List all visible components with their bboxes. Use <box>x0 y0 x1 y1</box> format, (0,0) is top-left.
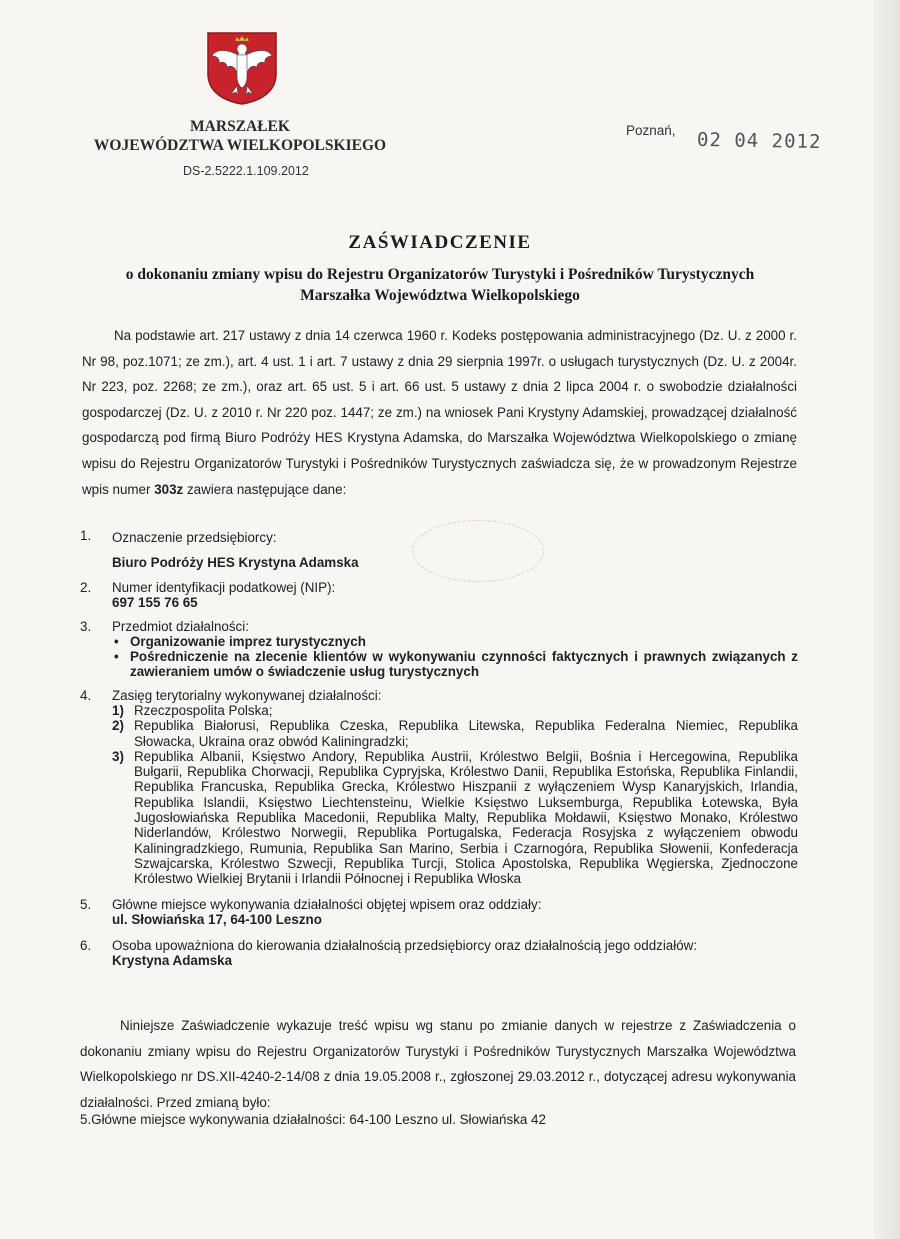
territory-text: Republika Białorusi, Republika Czeska, Republika Litewska, Republika Federalna Niemiec, Republika Słowacka, Ukraina oraz obwód Kaliningradzki; <box>134 718 798 749</box>
issuer-line-1: MARSZAŁEK <box>190 118 290 135</box>
item-label: Zasięg terytorialny wykonywanej działalności: <box>112 688 382 703</box>
closing-text: Niniejsze Zaświadczenie wykazuje treść wpisu wg stanu po zmianie danych w rejestrze z Zaświadczenia o dokonaniu zmiany wpisu do Rejestru Organizatorów Turystyki i Pośredników Turystycznych Marszałka Województwa Wielkopolskiego nr DS.XII-4240-2-14/08 z dnia 19.05.2008 r., zgłoszonej 29.03.2012 r., dotyczącej adresu wykonywania działalności. Przed zmianą było: <box>80 1018 796 1110</box>
territory-item <box>112 749 798 887</box>
item-value: Krystyna Adamska <box>112 952 233 968</box>
territory-number: 3) <box>112 748 124 764</box>
territory-number: 1) <box>112 703 124 718</box>
document-title: ZAŚWIADCZENIE <box>348 232 532 253</box>
item-label: Osoba upoważniona do kierowania działalnością przedsiębiorcy oraz działalnością jego oddziałów: <box>112 937 698 953</box>
list-item <box>80 897 798 927</box>
document-subtitle: o dokonaniu zmiany wpisu do Rejestru Organizatorów Turystyki i Pośredników Turystycznych Marszałka Województwa Wielkopolskiego <box>125 266 755 304</box>
list-item <box>80 580 798 610</box>
territory-number: 2) <box>112 718 124 734</box>
reference-number: DS-2.5222.1.109.2012 <box>183 164 309 178</box>
item-number: 4. <box>80 688 92 703</box>
entry-details-list <box>80 528 798 968</box>
scan-edge <box>874 0 900 1239</box>
activity-list <box>112 634 798 679</box>
item-value: Biuro Podróży HES Krystyna Adamska <box>112 555 359 570</box>
item-number: 3. <box>80 619 92 634</box>
issuer-name <box>60 117 420 155</box>
territory-text: Rzeczpospolita Polska; <box>134 703 273 718</box>
activity-item: • Organizowanie imprez turystycznych <box>112 634 798 649</box>
item-number: 5. <box>80 896 92 912</box>
territory-item <box>112 718 798 749</box>
intro-text-end: zawiera następujące dane: <box>186 481 347 497</box>
issuer-line-2: WOJEWÓDZTWA WIELKOPOLSKIEGO <box>93 137 387 154</box>
activity-item: • Pośredniczenie na zlecenie klientów w wykonywaniu czynności faktycznych i prawnych związanych z zawieraniem umów o świadczenie usług turystycznych <box>112 649 798 679</box>
place-label: Poznań, <box>626 123 676 138</box>
list-item <box>80 688 798 887</box>
item-number: 6. <box>80 937 92 953</box>
item-label: Przedmiot działalności: <box>112 619 249 634</box>
previous-address: 5.Główne miejsce wykonywania działalności: 64-100 Leszno ul. Słowiańska 42 <box>80 1112 546 1127</box>
list-item <box>80 938 798 968</box>
date-stamp: 02 04 2012 <box>696 128 822 154</box>
list-item <box>80 528 798 570</box>
item-label: Numer identyfikacji podatkowej (NIP): <box>112 580 336 595</box>
item-value: ul. Słowiańska 17, 64-100 Leszno <box>112 911 322 927</box>
eagle-crest-icon <box>205 30 279 106</box>
item-number: 1. <box>80 528 92 543</box>
entry-number: 303z <box>154 481 184 497</box>
closing-paragraph <box>80 1013 796 1115</box>
intro-paragraph <box>82 323 797 502</box>
item-label: Oznaczenie przedsiębiorcy: <box>112 530 277 545</box>
item-number: 2. <box>80 580 92 595</box>
territory-item <box>112 703 798 718</box>
item-label: Główne miejsce wykonywania działalności objętej wpisem oraz oddziały: <box>112 896 542 912</box>
list-item <box>80 619 798 679</box>
item-value: 697 155 76 65 <box>112 595 198 610</box>
intro-text: Na podstawie art. 217 ustawy z dnia 14 czerwca 1960 r. Kodeks postępowania administracyjnego (Dz. U. z 2000 r. Nr 98, poz.1071; ze zm.), art. 4 ust. 1 i art. 7 ustawy z dnia 29 sierpnia 1997r. o usługach turystycznych (Dz. U. z 2004r. Nr 223, poz. 2268; ze zm.), oraz art. 65 ust. 5 i art. 66 ust. 5 ustawy z dnia 2 lipca 2004 r. o swobodzie działalności gospodarczej (Dz. U. z 2010 r. Nr 220 poz. 1447; ze zm.) na wniosek Pani Krystyny Adamskiej, prowadzącej działalność gospodarczą pod firmą Biuro Podróży HES Krystyna Adamska, do Marszałka Województwa Wielkopolskiego o zmianę wpisu do Rejestru Organizatorów Turystyki i Pośredników Turystycznych zaświadcza się, że w prowadzonym Rejestrze wpis numer <box>82 328 797 497</box>
territory-text: Republika Albanii, Księstwo Andory, Republika Austrii, Królestwo Belgii, Bośnia i Hercegowina, Republika Bułgarii, Republika Chorwacji, Republika Cypryjska, Królestwo Danii, Republika Estońska, Republika Finlandii, Republika Francuska, Republika Grecka, Królestwo Hiszpanii z wyłączeniem Wysp Kanaryjskich, Irlandia, Republika Islandii, Księstwo Liechtensteinu, Wielkie Księstwo Luksemburga, Republika Łotewska, Była Jugosłowiańska Republika Macedonii, Republika Malty, Republika Mołdawii, Księstwo Monako, Królestwo Niderlandów, Królestwo Norwegii, Republika Portugalska, Federacja Rosyjska z wyłączeniem obwodu Kaliningradzkiego, Rumunia, Republika San Marino, Serbia i Czarnogóra, Republika Słowenii, Konfederacja Szwajcarska, Królestwo Szwecji, Republika Turcji, Stolica Apostolska, Republika Węgierska, Zjednoczone Królestwo Wielkiej Brytanii i Irlandii Północnej i Republika Włoska <box>134 748 798 887</box>
